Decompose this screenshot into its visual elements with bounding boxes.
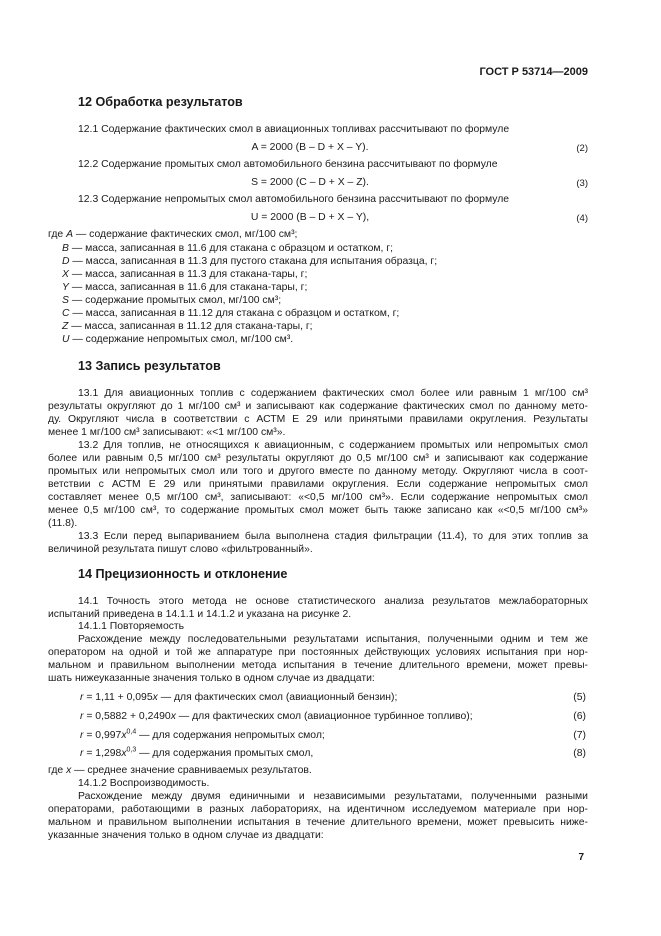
variable-definition <box>62 294 281 307</box>
variable-symbol: B <box>62 243 69 254</box>
definition-prefix: где <box>48 765 67 776</box>
paragraph-line: 12.1 Содержание фактических смол в авиационных топливах рассчитывают по формуле <box>78 124 510 135</box>
paragraph-line: результаты округляют до 1 мг/100 см³ и записывают как содержание фактических смол по данному мето- <box>48 401 588 412</box>
formula-number: (4) <box>576 213 588 224</box>
definition-text: — масса, записанная в 11.6 для стакана-тары, г; <box>68 282 308 293</box>
paragraph-line: 13.2 Для топлив, не относящихся к авиационным, с содержанием промытых или непромытых смол <box>78 440 588 451</box>
paragraph-line: испытаний приведена в 14.1.1 и 14.1.2 и указана на рисунке 2. <box>48 609 352 620</box>
formula-description: — для содержания непромытых смол; <box>136 730 325 741</box>
variable-definition <box>62 268 307 281</box>
variable-definition <box>62 307 399 320</box>
repeatability-formula <box>80 729 325 742</box>
paragraph-line: указанные значения только в одном случае из двадцати: <box>48 830 324 841</box>
paragraph-line: ду. Округляют числа в соответствии с АСТМ Е 29 или принятыми правилами округления. Результаты <box>48 414 588 425</box>
formula-description: — для фактических смол (авиационное турбинное топливо); <box>175 711 473 722</box>
paragraph-line: 13.1 Для авиационных топлив с содержанием фактических смол более или равным 1 мг/100 см³ <box>78 388 588 399</box>
repeatability-formula <box>80 747 313 760</box>
variable-symbol: D <box>62 256 70 267</box>
paragraph-line: 14.1 Точность этого метода не основе статистического анализа результатов межлабораторных <box>78 596 588 607</box>
variable-symbol: x <box>152 692 158 703</box>
paragraph-line: шать нижеуказанные значения только в одном случае из двадцати: <box>48 673 375 684</box>
formula-description: — для содержания промытых смол, <box>136 748 314 759</box>
paragraph-line: 14.1.2 Воспроизводимость. <box>78 778 210 789</box>
paragraph-line: (11.8). <box>48 518 78 529</box>
definition-text: — содержание промытых смол, мг/100 см³; <box>68 295 282 306</box>
definition-text: — масса, записанная в 11.12 для стакана-тары, г; <box>68 321 313 332</box>
paragraph-line: мальном и правильном выполнении метода испытания в течение длительного времени, может превы- <box>48 660 588 671</box>
variable-definition <box>62 255 437 268</box>
formula-number: (2) <box>576 143 588 154</box>
formula: U = 2000 (B – D + X – Y), <box>250 212 370 223</box>
paragraph-line: Расхождение между двумя единичными и независимыми результатами, полученными разными <box>78 791 588 802</box>
document-header: ГОСТ Р 53714—2009 <box>479 66 588 78</box>
definition-text: — масса, записанная в 11.12 для стакана с образцом и остатком, г; <box>69 308 400 319</box>
paragraph-line: менее 1 мг/100 см³ записывают: «<1 мг/100 см³». <box>48 427 286 438</box>
exponent: 0,4 <box>126 728 137 736</box>
variable-symbol: X <box>62 269 69 280</box>
variable-definition <box>48 228 297 241</box>
variable-symbol: C <box>62 308 70 319</box>
variable-symbol: U <box>62 334 70 345</box>
exponent: 0,3 <box>126 746 137 754</box>
variable-symbol: Y <box>62 282 69 293</box>
paragraph-line: Расхождение между последовательными результатами испытания, полученными одним и тем же <box>78 634 588 645</box>
paragraph-line: 12.2 Содержание промытых смол автомобильного бензина рассчитывают по формуле <box>78 159 498 170</box>
variable-symbol: x <box>170 711 176 722</box>
repeatability-formula <box>80 691 397 704</box>
variable-symbol: r <box>80 730 84 741</box>
formula-number: (5) <box>573 692 586 703</box>
variable-symbol: r <box>80 711 84 722</box>
paragraph-line: величиной результата пишут слово «фильтрованный». <box>48 544 313 555</box>
definition-text: — содержание фактических смол, мг/100 см³; <box>73 229 298 240</box>
variable-symbol: x <box>66 765 72 776</box>
variable-definition <box>48 764 312 777</box>
definition-text: — среднее значение сравниваемых результатов. <box>71 765 312 776</box>
formula-description: — для фактических смол (авиационный бензин); <box>157 692 398 703</box>
paragraph-line: промытых или непромытых смол или того и другого вместе по данному методу. Округляют числа в соот- <box>48 466 588 477</box>
definition-text: — масса, записанная в 11.3 для пустого стакана для испытания образца, г; <box>69 256 438 267</box>
page-number: 7 <box>578 852 584 863</box>
variable-definition <box>62 333 293 346</box>
paragraph-line: 13.3 Если перед выпариванием была выполнена стадия фильтрации (11.4), то для этих топлив за <box>78 531 588 542</box>
paragraph-line: менее 0,5 мг/100 см³, то содержание промытых смол может быть также записано как «<0,5 мг/100 см³» <box>48 505 588 516</box>
definition-text: — масса, записанная в 11.6 для стакана с образцом и остатком, г; <box>68 243 393 254</box>
variable-symbol: r <box>80 692 84 703</box>
repeatability-formula <box>80 710 473 723</box>
paragraph-line: 14.1.1 Повторяемость <box>78 621 185 632</box>
formula-number: (7) <box>573 730 586 741</box>
paragraph-line: 12.3 Содержание непромытых смол автомобильного бензина рассчитывают по формуле <box>78 194 510 205</box>
section-heading: 13 Запись результатов <box>78 359 221 373</box>
formula-coefficients: = 1,11 + 0,095 <box>83 692 153 703</box>
formula-number: (6) <box>573 711 586 722</box>
paragraph-line: операторами, работающими в разных лабораториях, на идентичном исследуемом материале при нор- <box>48 804 588 815</box>
variable-definition <box>62 320 313 333</box>
section-heading: 14 Прецизионность и отклонение <box>78 567 288 581</box>
formula-coefficients: = 1,298 <box>83 748 122 759</box>
variable-definition <box>62 281 307 294</box>
formula: A = 2000 (B – D + X – Y). <box>251 142 369 153</box>
variable-symbol: x <box>121 730 127 741</box>
formula-number: (3) <box>576 178 588 189</box>
variable-symbol: Z <box>62 321 69 332</box>
formula-coefficients: = 0,5882 + 0,2490 <box>83 711 171 722</box>
section-heading: 12 Обработка результатов <box>78 95 243 109</box>
paragraph-line: составляет менее 0,5 мг/100 см³, записывают: «<0,5 мг/100 см³». Если содержание непромытых смол <box>48 492 588 503</box>
paragraph-line: ветствии с АСТМ Е 29 или принятыми правилами округления. Если содержание непромытых смол <box>48 479 588 490</box>
formula: S = 2000 (C – D + X – Z). <box>251 177 369 188</box>
definition-prefix: где <box>48 229 67 240</box>
variable-symbol: S <box>62 295 69 306</box>
variable-definition <box>62 242 393 255</box>
formula-number: (8) <box>573 748 586 759</box>
paragraph-line: мальном и правильном выполнении испытания в течение длительного времени, может превысить ниже- <box>48 817 588 828</box>
variable-symbol: x <box>121 748 127 759</box>
paragraph-line: более или равным 0,5 мг/100 см³ результаты округляют до 0,5 мг/100 см³ и записывают как содержание <box>48 453 588 464</box>
definition-text: — масса, записанная в 11.3 для стакана-тары, г; <box>68 269 308 280</box>
variable-symbol: r <box>80 748 84 759</box>
paragraph-line: оператором на одной и той же аппаратуре при постоянных действующих условиях испытания при нор- <box>48 647 588 658</box>
formula-coefficients: = 0,997 <box>83 730 122 741</box>
variable-symbol: A <box>66 229 73 240</box>
definition-text: — содержание непромытых смол, мг/100 см³. <box>69 334 294 345</box>
